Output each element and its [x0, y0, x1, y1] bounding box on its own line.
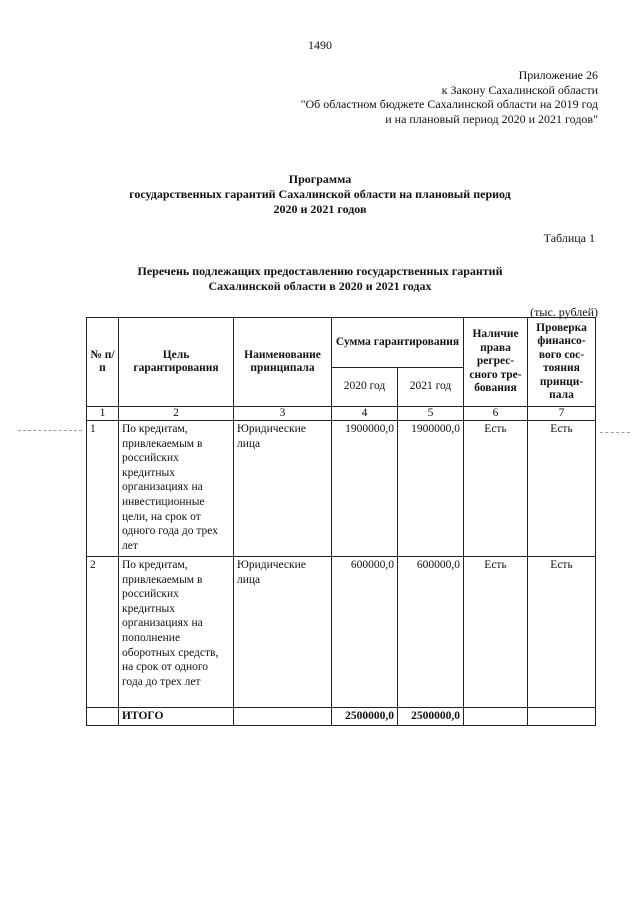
- index-cell: 3: [234, 407, 332, 421]
- index-cell: 2: [119, 407, 234, 421]
- scan-artifact-line: [600, 432, 630, 433]
- row-check: Есть: [528, 421, 596, 557]
- list-title-line-2: Сахалинской области в 2020 и 2021 годах: [208, 279, 432, 293]
- units-label: (тыс. рублей): [530, 305, 598, 319]
- header-num: № п/п: [87, 318, 119, 407]
- row-sum-2020: 600000,0: [332, 557, 398, 708]
- row-num: 1: [87, 421, 119, 557]
- program-title-line-3: 2020 и 2021 годов: [273, 202, 367, 216]
- appendix-line-3: "Об областном бюджете Сахалинской области на 2019 год: [300, 97, 598, 111]
- row-purpose: По кредитам, привлекаемым в российских кредитных организациях на инвестиционные цели, на срок от одного года до трех лет: [119, 421, 234, 557]
- row-sum-2021: 1900000,0: [398, 421, 464, 557]
- table-number: Таблица 1: [543, 231, 595, 245]
- appendix-line-2: к Закону Сахалинской области: [441, 82, 598, 97]
- list-title: [0, 264, 640, 294]
- header-principal: Наименование принципала: [234, 318, 332, 407]
- guarantees-table: [86, 317, 596, 726]
- total-row: [87, 708, 596, 726]
- total-sum-2021: 2500000,0: [398, 708, 464, 726]
- page-number: 1490: [308, 38, 332, 52]
- table-row: [87, 421, 596, 557]
- header-check: Проверка финансо-вого сос-тояния принци-пала: [528, 318, 596, 407]
- index-cell: 1: [87, 407, 119, 421]
- total-label: ИТОГО: [119, 708, 234, 726]
- total-regress: [464, 708, 528, 726]
- list-title-line-1: Перечень подлежащих предоставлению государственных гарантий: [137, 264, 503, 278]
- appendix-note: [301, 68, 598, 126]
- program-title-line-1: Программа: [288, 172, 352, 186]
- index-row: [87, 407, 596, 421]
- index-cell: 5: [398, 407, 464, 421]
- row-principal: Юридические лица: [234, 557, 332, 708]
- total-principal: [234, 708, 332, 726]
- index-cell: 6: [464, 407, 528, 421]
- header-regress: Наличие права регрес-сного тре-бования: [464, 318, 528, 407]
- program-title: [0, 172, 640, 217]
- total-sum-2020: 2500000,0: [332, 708, 398, 726]
- header-sum: Сумма гарантирования: [332, 318, 464, 368]
- header-purpose: Цель гарантирования: [119, 318, 234, 407]
- scan-artifact-line: [18, 430, 82, 431]
- program-title-line-2: государственных гарантий Сахалинской области на плановый период: [129, 187, 511, 201]
- index-cell: 7: [528, 407, 596, 421]
- row-sum-2021: 600000,0: [398, 557, 464, 708]
- appendix-line-1: Приложение 26: [518, 68, 598, 82]
- index-cell: 4: [332, 407, 398, 421]
- header-2020: 2020 год: [332, 368, 398, 407]
- table-row: [87, 557, 596, 708]
- row-regress: Есть: [464, 557, 528, 708]
- header-2021: 2021 год: [398, 368, 464, 407]
- row-purpose: По кредитам, привлекаемым в российских кредитных организациях на пополнение оборотных средств, на срок от одного года до трех лет: [119, 557, 234, 708]
- row-sum-2020: 1900000,0: [332, 421, 398, 557]
- row-num: 2: [87, 557, 119, 708]
- row-regress: Есть: [464, 421, 528, 557]
- row-principal: Юридические лица: [234, 421, 332, 557]
- appendix-line-4: и на плановый период 2020 и 2021 годов": [385, 111, 598, 126]
- total-check: [528, 708, 596, 726]
- row-check: Есть: [528, 557, 596, 708]
- total-num: [87, 708, 119, 726]
